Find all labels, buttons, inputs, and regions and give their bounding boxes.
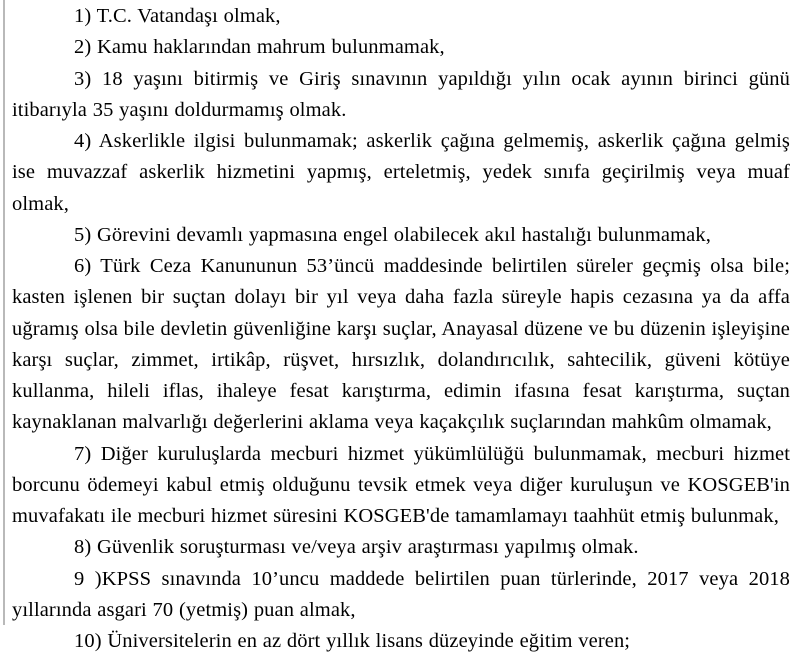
- requirement-item: 6) Türk Ceza Kanununun 53’üncü maddesinde belirtilen süreler geçmiş olsa bile; kasten işlenen bir suçtan dolayı bir yıl veya daha fazla süreyle hapis cezasına ya da affa uğramış olsa bile devletin güvenliğine karşı suçlar, Anayasal düzene ve bu düzenin işleyişine karşı suçlar, zimmet, irtikâp, rüşvet, hırsızlık, dolandırıcılık, sahtecilik, güveni kötüye kullanma, hileli iflas, ihaleye fesat karıştırma, edimin ifasına fesat karıştırma, suçtan kaynaklanan malvarlığı değerlerini aklama veya kaçakçılık suçlarından mahkûm olmamak,: [12, 255, 790, 434]
- requirement-item: 5) Görevini devamlı yapmasına engel olabilecek akıl hastalığı bulunmamak,: [74, 223, 711, 246]
- requirement-item: 3) 18 yaşını bitirmiş ve Giriş sınavının yapıldığı yılın ocak ayının birinci günü itibarıyla 35 yaşını doldurmamış olmak.: [12, 67, 790, 121]
- requirement-item: 9 )KPSS sınavında 10’uncu maddede belirtilen puan türlerinde, 2017 veya 2018 yıllarında asgari 70 (yetmiş) puan almak,: [12, 567, 790, 621]
- requirement-item: 10) Üniversitelerin en az dört yıllık lisans düzeyinde eğitim veren;: [74, 630, 631, 652]
- requirement-item: 4) Askerlikle ilgisi bulunmamak; askerlik çağına gelmemiş, askerlik çağına gelmiş ise muvazzaf askerlik hizmetini yapmış, erteletmiş, yedek sınıfa geçirilmiş veya muaf olmak,: [12, 130, 790, 215]
- requirement-item: 8) Güvenlik soruşturması ve/veya arşiv araştırması yapılmış olmak.: [74, 536, 639, 559]
- requirement-item: 1) T.C. Vatandaşı olmak,: [74, 5, 281, 27]
- requirement-item: 2) Kamu haklarından mahrum bulunmamak,: [74, 36, 445, 59]
- page-left-border: [3, 0, 5, 625]
- requirements-list: [12, 1, 790, 657]
- requirement-item: 7) Diğer kuruluşlarda mecburi hizmet yükümlülüğü bulunmamak, mecburi hizmet borcunu ödemeyi kabul etmiş olduğunu tevsik etmek veya diğer kuruluşun ve KOSGEB'in muvafakatı ile mecburi hizmet süresini KOSGEB'de tamamlamayı taahhüt etmiş bulunmak,: [12, 442, 790, 527]
